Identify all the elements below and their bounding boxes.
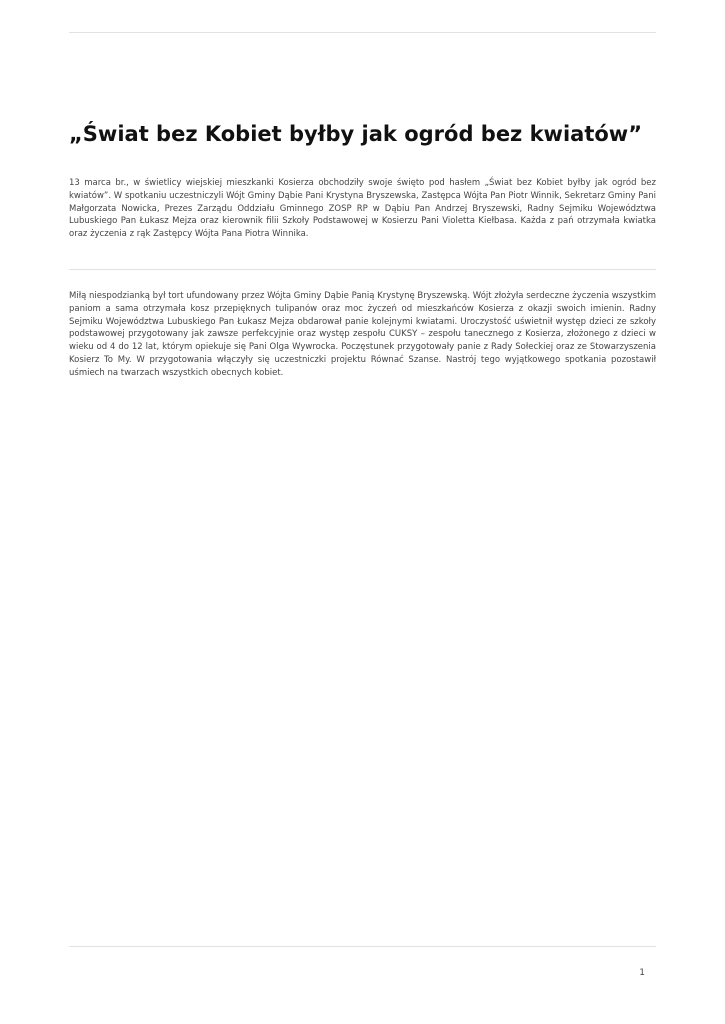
article-title: „Świat bez Kobiet byłby jak ogród bez kwiatów”: [69, 122, 642, 146]
article-paragraph-2: Miłą niespodzianką był tort ufundowany przez Wójta Gminy Dąbie Panią Krystynę Bryszewską. Wójt złożyła serdeczne życzenia wszystkim paniom a sama otrzymała kosz przepięknych tulipanów oraz moc życzeń od mieszkańców Kosierza z okazji swoich imienin. Radny Sejmiku Województwa Lubuskiego Pan Łukasz Mejza obdarował panie kolejnymi kwiatami. Uroczystość uświetnił występ dzieci ze szkoły podstawowej przygotowany jak zawsze perfekcyjnie oraz występ zespołu CUKSY – zespołu tanecznego z Kosierza, złożonego z dzieci w wieku od 4 do 12 lat, którym opiekuje się Pani Olga Wywrocka. Poczęstunek przygotowały panie z Rady Sołeckiej oraz ze Stowarzyszenia Kosierz To My. W przygotowania włączyły się uczestniczki projektu Równać Szanse. Nastrój tego wyjątkowego spotkania pozostawił uśmiech na twarzach wszystkich obecnych kobiet.: [69, 291, 656, 378]
page-number: 1: [639, 968, 645, 978]
footer-divider: [69, 946, 656, 947]
header-divider: [69, 32, 656, 33]
article-paragraph-1: 13 marca br., w świetlicy wiejskiej mieszkanki Kosierza obchodziły swoje święto pod hasłem „Świat bez Kobiet byłby jak ogród bez kwiatów”. W spotkaniu uczestniczyli Wójt Gminy Dąbie Pani Krystyna Bryszewska, Zastępca Wójta Pan Piotr Winnik, Sekretarz Gminy Pani Małgorzata Nowicka, Prezes Zarządu Oddziału Gminnego ZOSP RP w Dąbiu Pan Andrzej Bryszewski, Radny Sejmiku Województwa Lubuskiego Pan Łukasz Mejza oraz kierownik filii Szkoły Podstawowej w Kosierzu Pani Violetta Kiełbasa. Każda z pań otrzymała kwiatka oraz życzenia z rąk Zastępcy Wójta Pana Piotra Winnika.: [69, 178, 656, 240]
section-divider: [69, 269, 656, 270]
